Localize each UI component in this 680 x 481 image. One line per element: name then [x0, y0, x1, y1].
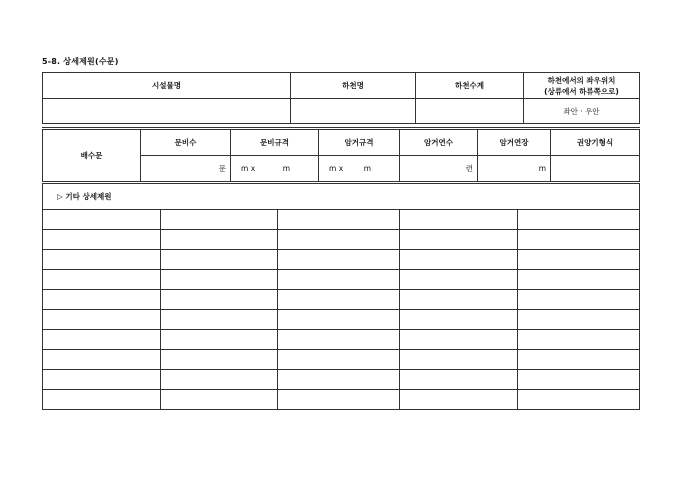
header-gate-count: 문비수 — [141, 129, 231, 156]
spec-cell[interactable] — [400, 330, 518, 350]
spec-cell[interactable] — [161, 370, 278, 390]
spec-cell[interactable] — [43, 270, 161, 290]
table-row — [43, 330, 640, 350]
header-river-grade: 하천수계 — [416, 73, 524, 99]
culvert-spec-m-unit: m — [363, 164, 371, 173]
spec-cell[interactable] — [161, 270, 278, 290]
culvert-count-field[interactable]: 련 — [400, 156, 478, 182]
table-row — [43, 270, 640, 290]
spec-cell[interactable] — [400, 390, 518, 410]
culvert-spec-x-unit: m x — [329, 164, 344, 173]
spec-cell[interactable] — [161, 390, 278, 410]
header-bank-position — [524, 73, 640, 99]
spec-cell[interactable] — [400, 250, 518, 270]
spec-cell[interactable] — [278, 250, 400, 270]
spec-cell[interactable] — [278, 210, 400, 230]
header-culvert-spec: 암거규격 — [319, 129, 400, 156]
table-row — [43, 230, 640, 250]
spec-cell[interactable] — [161, 210, 278, 230]
header-gate-spec: 문비규격 — [231, 129, 319, 156]
spec-cell[interactable] — [400, 350, 518, 370]
bank-position-field[interactable]: 좌안 · 우안 — [524, 99, 640, 124]
spec-cell[interactable] — [43, 370, 161, 390]
page-title: 5-8. 상세제원(수문) — [42, 57, 119, 66]
spec-cell[interactable] — [518, 350, 640, 370]
spec-cell[interactable] — [43, 290, 161, 310]
sluice-gate-label: 배수문 — [43, 129, 141, 182]
spec-cell[interactable] — [518, 250, 640, 270]
spec-cell[interactable] — [518, 270, 640, 290]
header-river-name: 하천명 — [291, 73, 416, 99]
spec-cell[interactable] — [278, 370, 400, 390]
spec-cell[interactable] — [518, 390, 640, 410]
spec-cell[interactable] — [278, 290, 400, 310]
spec-cell[interactable] — [161, 350, 278, 370]
facility-name-field[interactable] — [43, 99, 291, 124]
table-row — [43, 390, 640, 410]
culvert-length-field[interactable]: m — [478, 156, 551, 182]
header-bank-position-line1: 하천에서의 좌우위치 — [547, 75, 616, 85]
spec-cell[interactable] — [43, 390, 161, 410]
header-hoist-type: 권양기형식 — [551, 129, 640, 156]
spec-cell[interactable] — [278, 270, 400, 290]
spec-cell[interactable] — [161, 250, 278, 270]
gate-count-field[interactable]: 문 — [141, 156, 231, 182]
spec-cell[interactable] — [518, 230, 640, 250]
gate-spec-field[interactable] — [231, 156, 319, 182]
spec-cell[interactable] — [518, 370, 640, 390]
table-row — [43, 250, 640, 270]
table-row — [43, 370, 640, 390]
table-row — [43, 210, 640, 230]
river-name-field[interactable] — [291, 99, 416, 124]
spec-cell[interactable] — [161, 290, 278, 310]
spec-cell[interactable] — [518, 290, 640, 310]
gate-table — [42, 127, 640, 182]
table-row — [43, 350, 640, 370]
spec-cell[interactable] — [161, 310, 278, 330]
other-specs-header: ▷ 기타 상세제원 — [43, 183, 640, 210]
spec-cell[interactable] — [43, 230, 161, 250]
culvert-spec-field[interactable] — [319, 156, 400, 182]
spec-cell[interactable] — [278, 350, 400, 370]
spec-cell[interactable] — [161, 330, 278, 350]
gate-spec-x-unit: m x — [241, 164, 256, 173]
spec-cell[interactable] — [400, 370, 518, 390]
spec-cell[interactable] — [518, 210, 640, 230]
spec-cell[interactable] — [400, 210, 518, 230]
header-culvert-count: 암거연수 — [400, 129, 478, 156]
spec-cell[interactable] — [278, 310, 400, 330]
spec-cell[interactable] — [278, 330, 400, 350]
spec-cell[interactable] — [518, 330, 640, 350]
spec-cell[interactable] — [278, 390, 400, 410]
river-grade-field[interactable] — [416, 99, 524, 124]
spec-cell[interactable] — [43, 330, 161, 350]
spec-cell[interactable] — [43, 250, 161, 270]
header-culvert-length: 암거연장 — [478, 129, 551, 156]
spec-cell[interactable] — [400, 290, 518, 310]
other-specs-table — [42, 181, 640, 410]
hoist-type-field[interactable] — [551, 156, 640, 182]
facility-table — [42, 72, 640, 124]
spec-cell[interactable] — [518, 310, 640, 330]
table-row — [43, 310, 640, 330]
gate-spec-m-unit: m — [282, 164, 290, 173]
header-facility-name: 시설물명 — [43, 73, 291, 99]
spec-cell[interactable] — [43, 210, 161, 230]
table-row — [43, 290, 640, 310]
spec-cell[interactable] — [400, 310, 518, 330]
header-bank-position-line2: (상류에서 하류쪽으로) — [544, 86, 619, 96]
spec-cell[interactable] — [43, 350, 161, 370]
spec-cell[interactable] — [43, 310, 161, 330]
spec-cell[interactable] — [161, 230, 278, 250]
spec-cell[interactable] — [400, 230, 518, 250]
spec-cell[interactable] — [278, 230, 400, 250]
spec-cell[interactable] — [400, 270, 518, 290]
